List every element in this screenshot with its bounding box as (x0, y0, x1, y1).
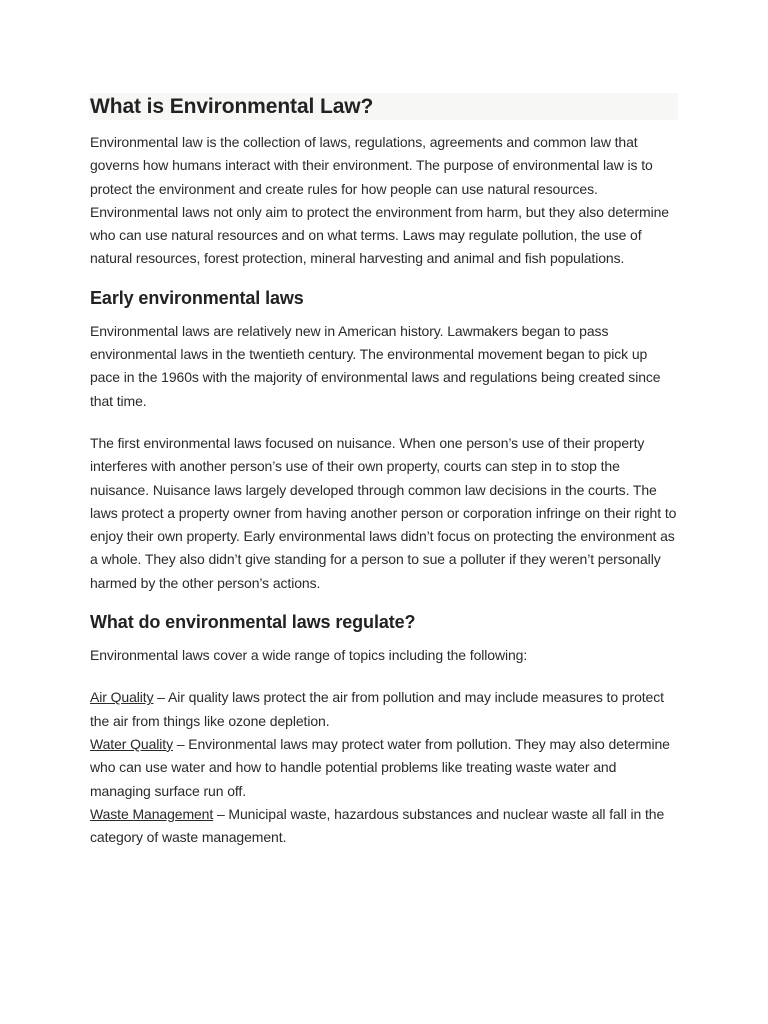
topics-intro-paragraph: Environmental laws cover a wide range of topics including the following: (90, 647, 528, 664)
section-heading-early-laws: Early environmental laws (90, 287, 304, 308)
topic-waste-management (90, 803, 680, 850)
topic-water-quality (90, 733, 680, 803)
water-quality-link[interactable]: Water Quality (90, 735, 173, 752)
air-quality-link[interactable]: Air Quality (90, 689, 154, 706)
section-heading-regulate: What do environmental laws regulate? (90, 612, 416, 633)
early-laws-paragraph-1: Environmental laws are relatively new in American history. Lawmakers began to pass environmental laws in the twentieth century. The environmental movement began to pick up pace in the 1960s with the majority of environmental laws and regulations being created since that time. (90, 322, 661, 409)
waste-management-link[interactable]: Waste Management (90, 805, 214, 822)
air-quality-text: – Air quality laws protect the air from pollution and may include measures to protect the air from things like ozone depletion. (90, 689, 664, 729)
page-title: What is Environmental Law? (90, 95, 374, 118)
topic-air-quality (90, 686, 680, 733)
water-quality-text: – Environmental laws may protect water from pollution. They may also determine who can use water and how to handle potential problems like treating waste water and managing surface run off. (90, 735, 670, 799)
early-laws-paragraph-2: The first environmental laws focused on nuisance. When one person’s use of their property interferes with another person’s use of their own property, courts can step in to stop the nuisance. Nuisance laws largely developed through common law decisions in the courts. The laws protect a property owner from having another person or corporation infringe on their right to enjoy their own property. Early environmental laws didn’t focus on protecting the environment as a whole. They also didn’t give standing for a person to sue a polluter if they weren’t personally harmed by the other person’s actions. (90, 434, 677, 591)
title-banner (89, 93, 678, 120)
waste-management-text: – Municipal waste, hazardous substances and nuclear waste all fall in the category of waste management. (90, 805, 665, 846)
article-body (90, 93, 680, 849)
intro-paragraph: Environmental law is the collection of laws, regulations, agreements and common law that governs how humans interact with their environment. The purpose of environmental law is to protect the environment and create rules for how people can use natural resources. Environmental laws not only aim to protect the environment from harm, but they also determine who can use natural resources and on what terms. Laws may regulate pollution, the use of natural resources, forest protection, mineral harvesting and animal and fish populations. (90, 134, 669, 267)
